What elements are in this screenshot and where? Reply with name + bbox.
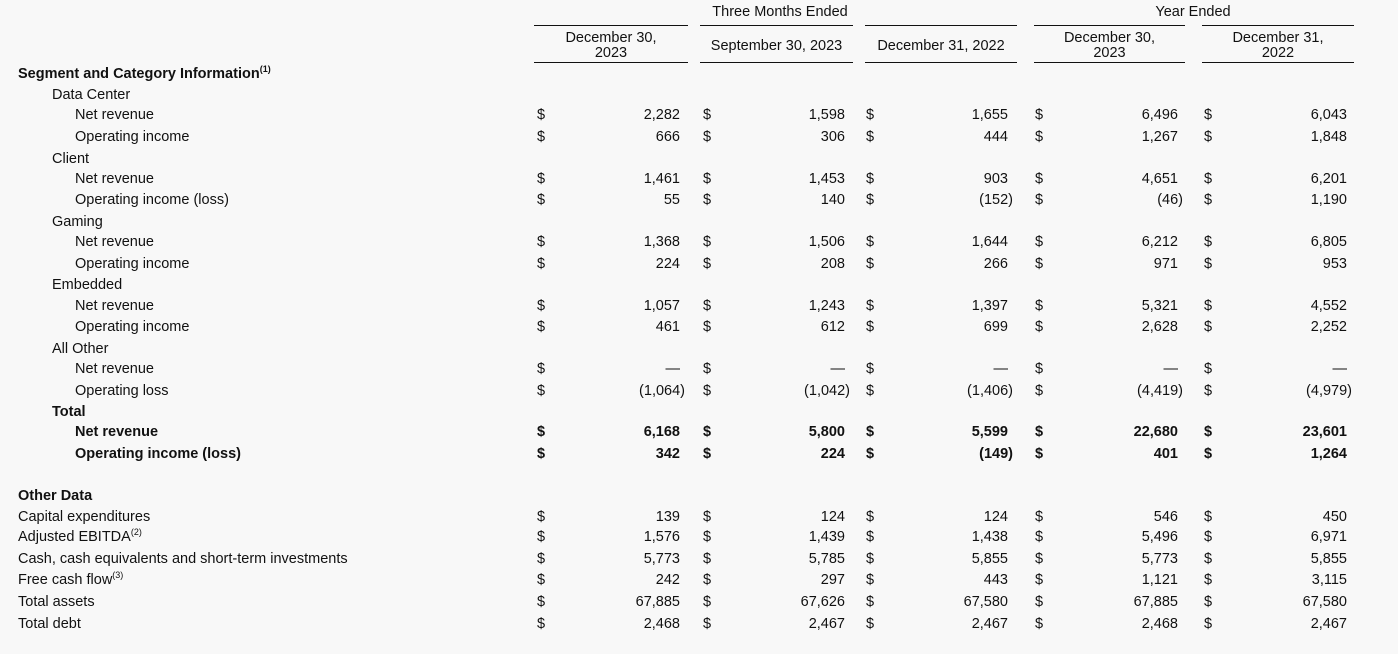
table-row (0, 614, 1398, 635)
currency-symbol: $ (1204, 319, 1213, 335)
currency-symbol: $ (1204, 129, 1213, 145)
row-label-text: Net revenue (75, 171, 154, 187)
value-cell: 67,626 (800, 594, 845, 610)
value-cell: (149) (979, 446, 1013, 462)
currency-symbol: $ (537, 171, 546, 187)
value-cell: 1,267 (1141, 129, 1178, 145)
table-row (0, 254, 1398, 275)
row-label (52, 402, 86, 423)
value-cell: 1,057 (643, 298, 680, 314)
value-cell: 55 (663, 192, 680, 208)
currency-symbol: $ (537, 446, 546, 462)
column-header (534, 30, 688, 62)
currency-symbol: $ (1035, 424, 1044, 440)
column-header-text: December 31, 2022 (1232, 30, 1324, 61)
currency-symbol: $ (1035, 446, 1044, 462)
value-cell: 4,651 (1141, 171, 1178, 187)
value-cell: 1,243 (808, 298, 845, 314)
row-label-text: Adjusted EBITDA (18, 529, 131, 545)
row-label (18, 527, 142, 548)
value-cell: 1,644 (971, 234, 1008, 250)
currency-symbol: $ (866, 616, 875, 632)
value-cell: 1,438 (971, 529, 1008, 545)
value-cell: 22,680 (1133, 424, 1178, 440)
row-label-text: Total assets (18, 594, 95, 610)
value-cell: 401 (1153, 446, 1178, 462)
group-header-line (700, 25, 853, 26)
row-label-text: Client (52, 151, 90, 167)
row-label (75, 381, 169, 402)
value-cell: (1,064) (639, 383, 685, 399)
row-label-text: Data Center (52, 87, 131, 103)
value-cell: 2,467 (1310, 616, 1347, 632)
currency-symbol: $ (1035, 107, 1044, 123)
table-row (0, 444, 1398, 465)
value-cell: 67,580 (963, 594, 1008, 610)
row-label (18, 614, 81, 635)
row-label-text: Gaming (52, 214, 103, 230)
value-cell: (1,406) (967, 383, 1013, 399)
value-cell: 242 (655, 572, 680, 588)
currency-symbol: $ (703, 234, 712, 250)
currency-symbol: $ (866, 256, 875, 272)
value-cell: 6,201 (1310, 171, 1347, 187)
currency-symbol: $ (703, 256, 712, 272)
currency-symbol: $ (703, 298, 712, 314)
value-cell: 612 (820, 319, 845, 335)
currency-symbol: $ (537, 509, 546, 525)
currency-symbol: $ (537, 192, 546, 208)
currency-symbol: $ (1204, 529, 1213, 545)
row-label (52, 149, 89, 170)
value-cell: 224 (655, 256, 680, 272)
row-label (18, 549, 348, 570)
value-cell: 2,252 (1310, 319, 1347, 335)
currency-symbol: $ (1035, 129, 1044, 145)
currency-symbol: $ (537, 424, 546, 440)
currency-symbol: $ (537, 361, 546, 377)
row-label (18, 507, 150, 528)
row-label-text: Operating income (loss) (75, 446, 241, 462)
value-cell: 297 (820, 572, 845, 588)
currency-symbol: $ (703, 594, 712, 610)
currency-symbol: $ (866, 361, 875, 377)
value-cell: 5,496 (1141, 529, 1178, 545)
column-header-line (1202, 62, 1354, 63)
row-label-text: Cash, cash equivalents and short-term investments (18, 551, 348, 567)
currency-symbol: $ (1204, 509, 1213, 525)
value-cell: 208 (820, 256, 845, 272)
value-cell: 461 (655, 319, 680, 335)
value-cell: 2,628 (1141, 319, 1178, 335)
group-header-three-months: Three Months Ended (712, 4, 848, 20)
row-label-text: Operating income (loss) (75, 192, 229, 208)
table-row (0, 64, 1398, 85)
value-cell: 1,598 (808, 107, 845, 123)
currency-symbol: $ (866, 572, 875, 588)
row-label (75, 105, 154, 126)
row-label (52, 339, 108, 360)
table-row (0, 232, 1398, 253)
value-cell: 1,576 (643, 529, 680, 545)
value-cell: 342 (655, 446, 680, 462)
currency-symbol: $ (1035, 298, 1044, 314)
currency-symbol: $ (703, 319, 712, 335)
value-cell: 1,397 (971, 298, 1008, 314)
row-label (18, 64, 271, 85)
value-cell: 1,264 (1310, 446, 1347, 462)
currency-symbol: $ (703, 446, 712, 462)
currency-symbol: $ (866, 107, 875, 123)
currency-symbol: $ (537, 594, 546, 610)
value-cell: 546 (1153, 509, 1178, 525)
currency-symbol: $ (1204, 171, 1213, 187)
table-row (0, 359, 1398, 380)
footnote-marker: (2) (130, 527, 142, 538)
value-cell: 450 (1322, 509, 1347, 525)
currency-symbol: $ (1204, 424, 1213, 440)
value-cell: (4,979) (1306, 383, 1352, 399)
value-cell: 140 (820, 192, 845, 208)
row-label-text: Operating income (75, 256, 190, 272)
value-cell: 1,506 (808, 234, 845, 250)
value-cell: 6,168 (643, 424, 680, 440)
column-header (1034, 30, 1185, 62)
currency-symbol: $ (537, 298, 546, 314)
column-header (700, 30, 853, 62)
value-cell: 1,368 (643, 234, 680, 250)
currency-symbol: $ (1204, 192, 1213, 208)
currency-symbol: $ (1035, 192, 1044, 208)
value-cell: (1,042) (804, 383, 850, 399)
table-row (0, 317, 1398, 338)
currency-symbol: $ (537, 129, 546, 145)
currency-symbol: $ (537, 234, 546, 250)
row-label-text: Capital expenditures (18, 509, 151, 525)
value-cell: 224 (820, 446, 845, 462)
currency-symbol: $ (1035, 529, 1044, 545)
value-cell: 6,496 (1141, 107, 1178, 123)
column-header-text: December 30, 2023 (565, 30, 657, 61)
row-label (75, 359, 154, 380)
column-header (865, 30, 1017, 62)
value-cell: 5,800 (808, 424, 845, 440)
currency-symbol: $ (1204, 594, 1213, 610)
row-label-text: Net revenue (75, 298, 154, 314)
group-header-line (1202, 25, 1354, 26)
currency-symbol: $ (1035, 572, 1044, 588)
value-cell: 1,655 (971, 107, 1008, 123)
row-label-text: Other Data (18, 488, 93, 504)
currency-symbol: $ (866, 509, 875, 525)
currency-symbol: $ (703, 529, 712, 545)
row-label-text: Operating income (75, 319, 190, 335)
table-row (0, 549, 1398, 570)
currency-symbol: $ (866, 383, 875, 399)
table-row (0, 570, 1398, 591)
table-row (0, 105, 1398, 126)
value-cell: 2,282 (643, 107, 680, 123)
currency-symbol: $ (537, 256, 546, 272)
table-row (0, 527, 1398, 548)
currency-symbol: $ (537, 529, 546, 545)
value-cell: 444 (983, 129, 1008, 145)
table-row (0, 169, 1398, 190)
currency-symbol: $ (537, 616, 546, 632)
value-cell: 1,439 (808, 529, 845, 545)
currency-symbol: $ (537, 107, 546, 123)
column-header (1202, 30, 1354, 62)
row-label-text: Net revenue (75, 361, 154, 377)
table-row (0, 149, 1398, 170)
currency-symbol: $ (866, 424, 875, 440)
currency-symbol: $ (1204, 446, 1213, 462)
value-cell: 2,467 (808, 616, 845, 632)
currency-symbol: $ (1035, 171, 1044, 187)
currency-symbol: $ (1204, 383, 1213, 399)
table-row (0, 422, 1398, 443)
row-label (18, 570, 123, 591)
currency-symbol: $ (1035, 594, 1044, 610)
currency-symbol: $ (537, 572, 546, 588)
value-cell: 443 (983, 572, 1008, 588)
value-cell: — (665, 361, 680, 377)
currency-symbol: $ (1204, 361, 1213, 377)
value-cell: 5,785 (808, 551, 845, 567)
value-cell: 1,453 (808, 171, 845, 187)
value-cell: 139 (655, 509, 680, 525)
currency-symbol: $ (1035, 509, 1044, 525)
currency-symbol: $ (1204, 551, 1213, 567)
value-cell: — (1332, 361, 1347, 377)
group-header-line (865, 25, 1017, 26)
row-label (52, 85, 130, 106)
currency-symbol: $ (1204, 298, 1213, 314)
currency-symbol: $ (1035, 319, 1044, 335)
column-header-line (1034, 62, 1185, 63)
value-cell: 1,190 (1310, 192, 1347, 208)
table-row (0, 296, 1398, 317)
currency-symbol: $ (1204, 256, 1213, 272)
value-cell: 124 (820, 509, 845, 525)
table-row (0, 127, 1398, 148)
currency-symbol: $ (1204, 572, 1213, 588)
currency-symbol: $ (537, 319, 546, 335)
value-cell: 124 (983, 509, 1008, 525)
value-cell: 67,580 (1302, 594, 1347, 610)
row-label (75, 317, 189, 338)
currency-symbol: $ (1035, 234, 1044, 250)
value-cell: 5,773 (643, 551, 680, 567)
value-cell: 971 (1153, 256, 1178, 272)
value-cell: 953 (1322, 256, 1347, 272)
table-row (0, 190, 1398, 211)
currency-symbol: $ (1035, 361, 1044, 377)
table-row (0, 592, 1398, 613)
currency-symbol: $ (703, 383, 712, 399)
currency-symbol: $ (1204, 234, 1213, 250)
table-row (0, 85, 1398, 106)
row-label-text: Net revenue (75, 424, 159, 440)
row-label (18, 592, 95, 613)
value-cell: — (993, 361, 1008, 377)
value-cell: 5,773 (1141, 551, 1178, 567)
currency-symbol: $ (1035, 256, 1044, 272)
currency-symbol: $ (1035, 616, 1044, 632)
row-label-text: Total debt (18, 616, 81, 632)
value-cell: 1,461 (643, 171, 680, 187)
row-label (75, 296, 154, 317)
currency-symbol: $ (703, 424, 712, 440)
row-label-text: Net revenue (75, 234, 154, 250)
column-header-text: December 30, 2023 (1063, 30, 1156, 61)
currency-symbol: $ (866, 446, 875, 462)
currency-symbol: $ (537, 551, 546, 567)
currency-symbol: $ (703, 616, 712, 632)
value-cell: 5,855 (971, 551, 1008, 567)
group-header-year: Year Ended (1155, 4, 1231, 20)
column-header-text: December 31, 2022 (877, 37, 1005, 54)
currency-symbol: $ (703, 107, 712, 123)
currency-symbol: $ (703, 551, 712, 567)
value-cell: 5,855 (1310, 551, 1347, 567)
row-label (52, 212, 103, 233)
value-cell: 2,468 (643, 616, 680, 632)
value-cell: 6,805 (1310, 234, 1347, 250)
row-label (75, 232, 154, 253)
currency-symbol: $ (866, 529, 875, 545)
table-row (0, 339, 1398, 360)
row-label (75, 422, 158, 443)
table-row (0, 402, 1398, 423)
value-cell: 6,212 (1141, 234, 1178, 250)
row-label (75, 169, 154, 190)
value-cell: 23,601 (1302, 424, 1347, 440)
row-label-text: All Other (52, 341, 109, 357)
value-cell: (4,419) (1137, 383, 1183, 399)
table-row (0, 212, 1398, 233)
currency-symbol: $ (866, 171, 875, 187)
value-cell: 2,468 (1141, 616, 1178, 632)
currency-symbol: $ (1204, 107, 1213, 123)
group-header-line (534, 25, 688, 26)
value-cell: 666 (655, 129, 680, 145)
currency-symbol: $ (1204, 616, 1213, 632)
row-label-text: Net revenue (75, 107, 154, 123)
table-row (0, 381, 1398, 402)
value-cell: 903 (983, 171, 1008, 187)
row-label (75, 254, 189, 275)
currency-symbol: $ (866, 192, 875, 208)
value-cell: 67,885 (635, 594, 680, 610)
value-cell: 6,043 (1310, 107, 1347, 123)
value-cell: 5,321 (1141, 298, 1178, 314)
currency-symbol: $ (1035, 383, 1044, 399)
row-label (18, 486, 92, 507)
row-label-text: Operating income (75, 129, 190, 145)
row-label-text: Total (52, 404, 86, 420)
group-header-line (1034, 25, 1185, 26)
currency-symbol: $ (866, 319, 875, 335)
footnote-marker: (3) (112, 570, 124, 581)
value-cell: 306 (820, 129, 845, 145)
table-row (0, 275, 1398, 296)
currency-symbol: $ (1035, 551, 1044, 567)
column-header-line (534, 62, 688, 63)
row-label-text: Free cash flow (18, 572, 113, 588)
footnote-marker: (1) (259, 64, 271, 75)
row-label (75, 444, 241, 465)
column-header-line (865, 62, 1017, 63)
currency-symbol: $ (703, 361, 712, 377)
row-label-text: Operating loss (75, 383, 169, 399)
value-cell: 1,121 (1141, 572, 1178, 588)
row-label (75, 127, 189, 148)
currency-symbol: $ (866, 129, 875, 145)
value-cell: 5,599 (971, 424, 1008, 440)
value-cell: 4,552 (1310, 298, 1347, 314)
currency-symbol: $ (703, 509, 712, 525)
value-cell: (46) (1157, 192, 1183, 208)
currency-symbol: $ (537, 383, 546, 399)
table-row (0, 486, 1398, 507)
value-cell: — (1163, 361, 1178, 377)
currency-symbol: $ (703, 192, 712, 208)
value-cell: (152) (979, 192, 1013, 208)
currency-symbol: $ (703, 171, 712, 187)
value-cell: 1,848 (1310, 129, 1347, 145)
row-label-text: Embedded (52, 277, 123, 293)
row-label (52, 275, 122, 296)
currency-symbol: $ (703, 129, 712, 145)
value-cell: — (830, 361, 845, 377)
value-cell: 699 (983, 319, 1008, 335)
value-cell: 3,115 (1311, 572, 1347, 588)
currency-symbol: $ (866, 594, 875, 610)
column-header-text: September 30, 2023 (710, 37, 843, 54)
value-cell: 2,467 (971, 616, 1008, 632)
currency-symbol: $ (866, 298, 875, 314)
table-row (0, 507, 1398, 528)
row-label-text: Segment and Category Information (18, 66, 260, 82)
value-cell: 266 (983, 256, 1008, 272)
row-label (75, 190, 229, 211)
value-cell: 6,971 (1310, 529, 1347, 545)
value-cell: 67,885 (1133, 594, 1178, 610)
currency-symbol: $ (866, 551, 875, 567)
currency-symbol: $ (703, 572, 712, 588)
column-header-line (700, 62, 853, 63)
currency-symbol: $ (866, 234, 875, 250)
